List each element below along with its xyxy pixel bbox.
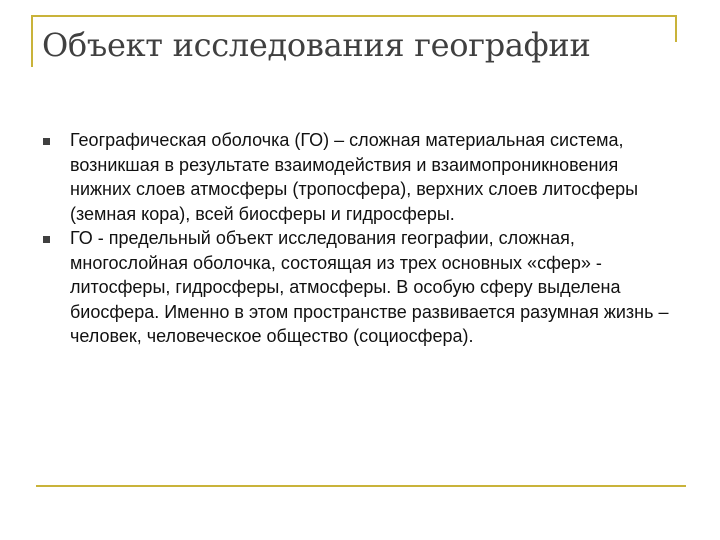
bullet-item bbox=[42, 128, 682, 226]
bullet-text: ГО - предельный объект исследования географии, сложная, многослойная оболочка, состоящая из трех основных «сфер» - литосферы, гидросферы, атмосферы. В особую сферу выделена биосфера. Именно в этом пространстве развивается разумная жизнь – человек, человеческое общество (социосфера). bbox=[70, 228, 669, 346]
frame-right-line bbox=[675, 15, 677, 42]
square-bullet-icon bbox=[43, 138, 50, 145]
slide-content bbox=[42, 128, 682, 349]
slide-title: Объект исследования географии bbox=[42, 26, 591, 64]
frame-top-line bbox=[31, 15, 677, 17]
bullet-item bbox=[42, 226, 682, 349]
frame-bottom-line bbox=[36, 485, 686, 487]
bullet-text: Географическая оболочка (ГО) – сложная материальная система, возникшая в результате взаимодействия и взаимопроникновения нижних слоев атмосферы (тропосфера), верхних слоев литосферы (земная кора), всей биосферы и гидросферы. bbox=[70, 130, 639, 224]
frame-left-line bbox=[31, 15, 33, 67]
square-bullet-icon bbox=[43, 236, 50, 243]
